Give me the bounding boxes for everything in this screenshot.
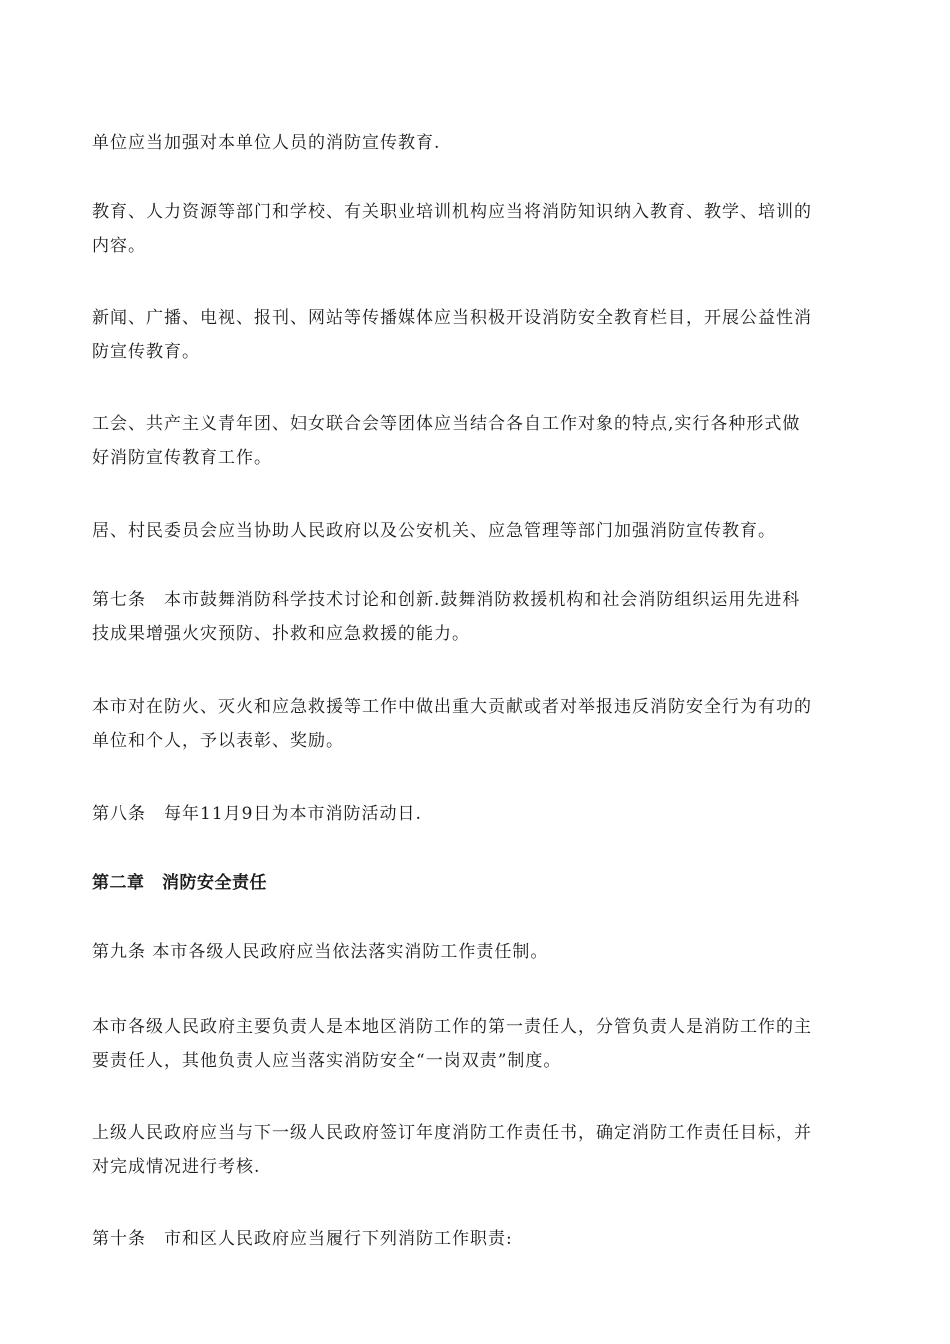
article-9 xyxy=(92,935,860,969)
paragraph-line: 单位和个人，予以表彰、奖励。 xyxy=(92,731,344,751)
paragraph-higher-government xyxy=(92,1116,860,1184)
chapter-heading xyxy=(92,866,860,900)
paragraph-line: 本市各级人民政府主要负责人是本地区消防工作的第一责任人，分管负责人是消防工作的主 xyxy=(92,1017,812,1037)
paragraph-committees xyxy=(92,514,860,548)
paragraph-line: 单位应当加强对本单位人员的消防宣传教育. xyxy=(92,133,441,153)
paragraph-line: 本市对在防火、灭火和应急救援等工作中做出重大贡献或者对举报违反消防安全行为有功的 xyxy=(92,697,812,717)
paragraph-line: 第九条 本市各级人民政府应当依法落实消防工作责任制。 xyxy=(92,942,549,962)
article-7 xyxy=(92,583,860,651)
paragraph-line: 工会、共产主义青年团、妇女联合会等团体应当结合各自工作对象的特点,实行各种形式做 xyxy=(92,414,801,434)
paragraph-line: 防宣传教育。 xyxy=(92,342,200,362)
article-8 xyxy=(92,797,860,831)
paragraph-line: 新闻、广播、电视、报刊、网站等传播媒体应当积极开设消防安全教育栏目，开展公益性消 xyxy=(92,308,812,328)
paragraph-line: 对完成情况进行考核. xyxy=(92,1157,261,1177)
paragraph-line: 要责任人，其他负责人应当落实消防安全“一岗双责”制度。 xyxy=(92,1051,562,1071)
paragraph-line: 内容。 xyxy=(92,236,146,256)
paragraph-organizations xyxy=(92,407,860,475)
paragraph-line: 第八条 每年11月9日为本市消防活动日. xyxy=(92,804,422,824)
paragraph-line: 第十条 市和区人民政府应当履行下列消防工作职责: xyxy=(92,1229,513,1249)
chapter-title: 第二章 消防安全责任 xyxy=(92,873,267,893)
paragraph-line: 第七条 本市鼓舞消防科学技术讨论和创新.鼓舞消防救援机构和社会消防组织运用先进科 xyxy=(92,590,801,610)
paragraph-line: 技成果增强火灾预防、扑救和应急救援的能力。 xyxy=(92,624,470,644)
paragraph-line: 好消防宣传教育工作。 xyxy=(92,448,272,468)
paragraph-education-departments xyxy=(92,195,860,263)
paragraph-line: 教育、人力资源等部门和学校、有关职业培训机构应当将消防知识纳入教育、教学、培训的 xyxy=(92,202,812,222)
paragraph-awards xyxy=(92,690,860,758)
article-10 xyxy=(92,1222,860,1256)
paragraph-responsibility xyxy=(92,1010,860,1078)
paragraph-unit-education xyxy=(92,126,860,160)
paragraph-media xyxy=(92,301,860,369)
paragraph-line: 居、村民委员会应当协助人民政府以及公安机关、应急管理等部门加强消防宣传教育。 xyxy=(92,521,776,541)
paragraph-line: 上级人民政府应当与下一级人民政府签订年度消防工作责任书，确定消防工作责任目标，并 xyxy=(92,1123,812,1143)
